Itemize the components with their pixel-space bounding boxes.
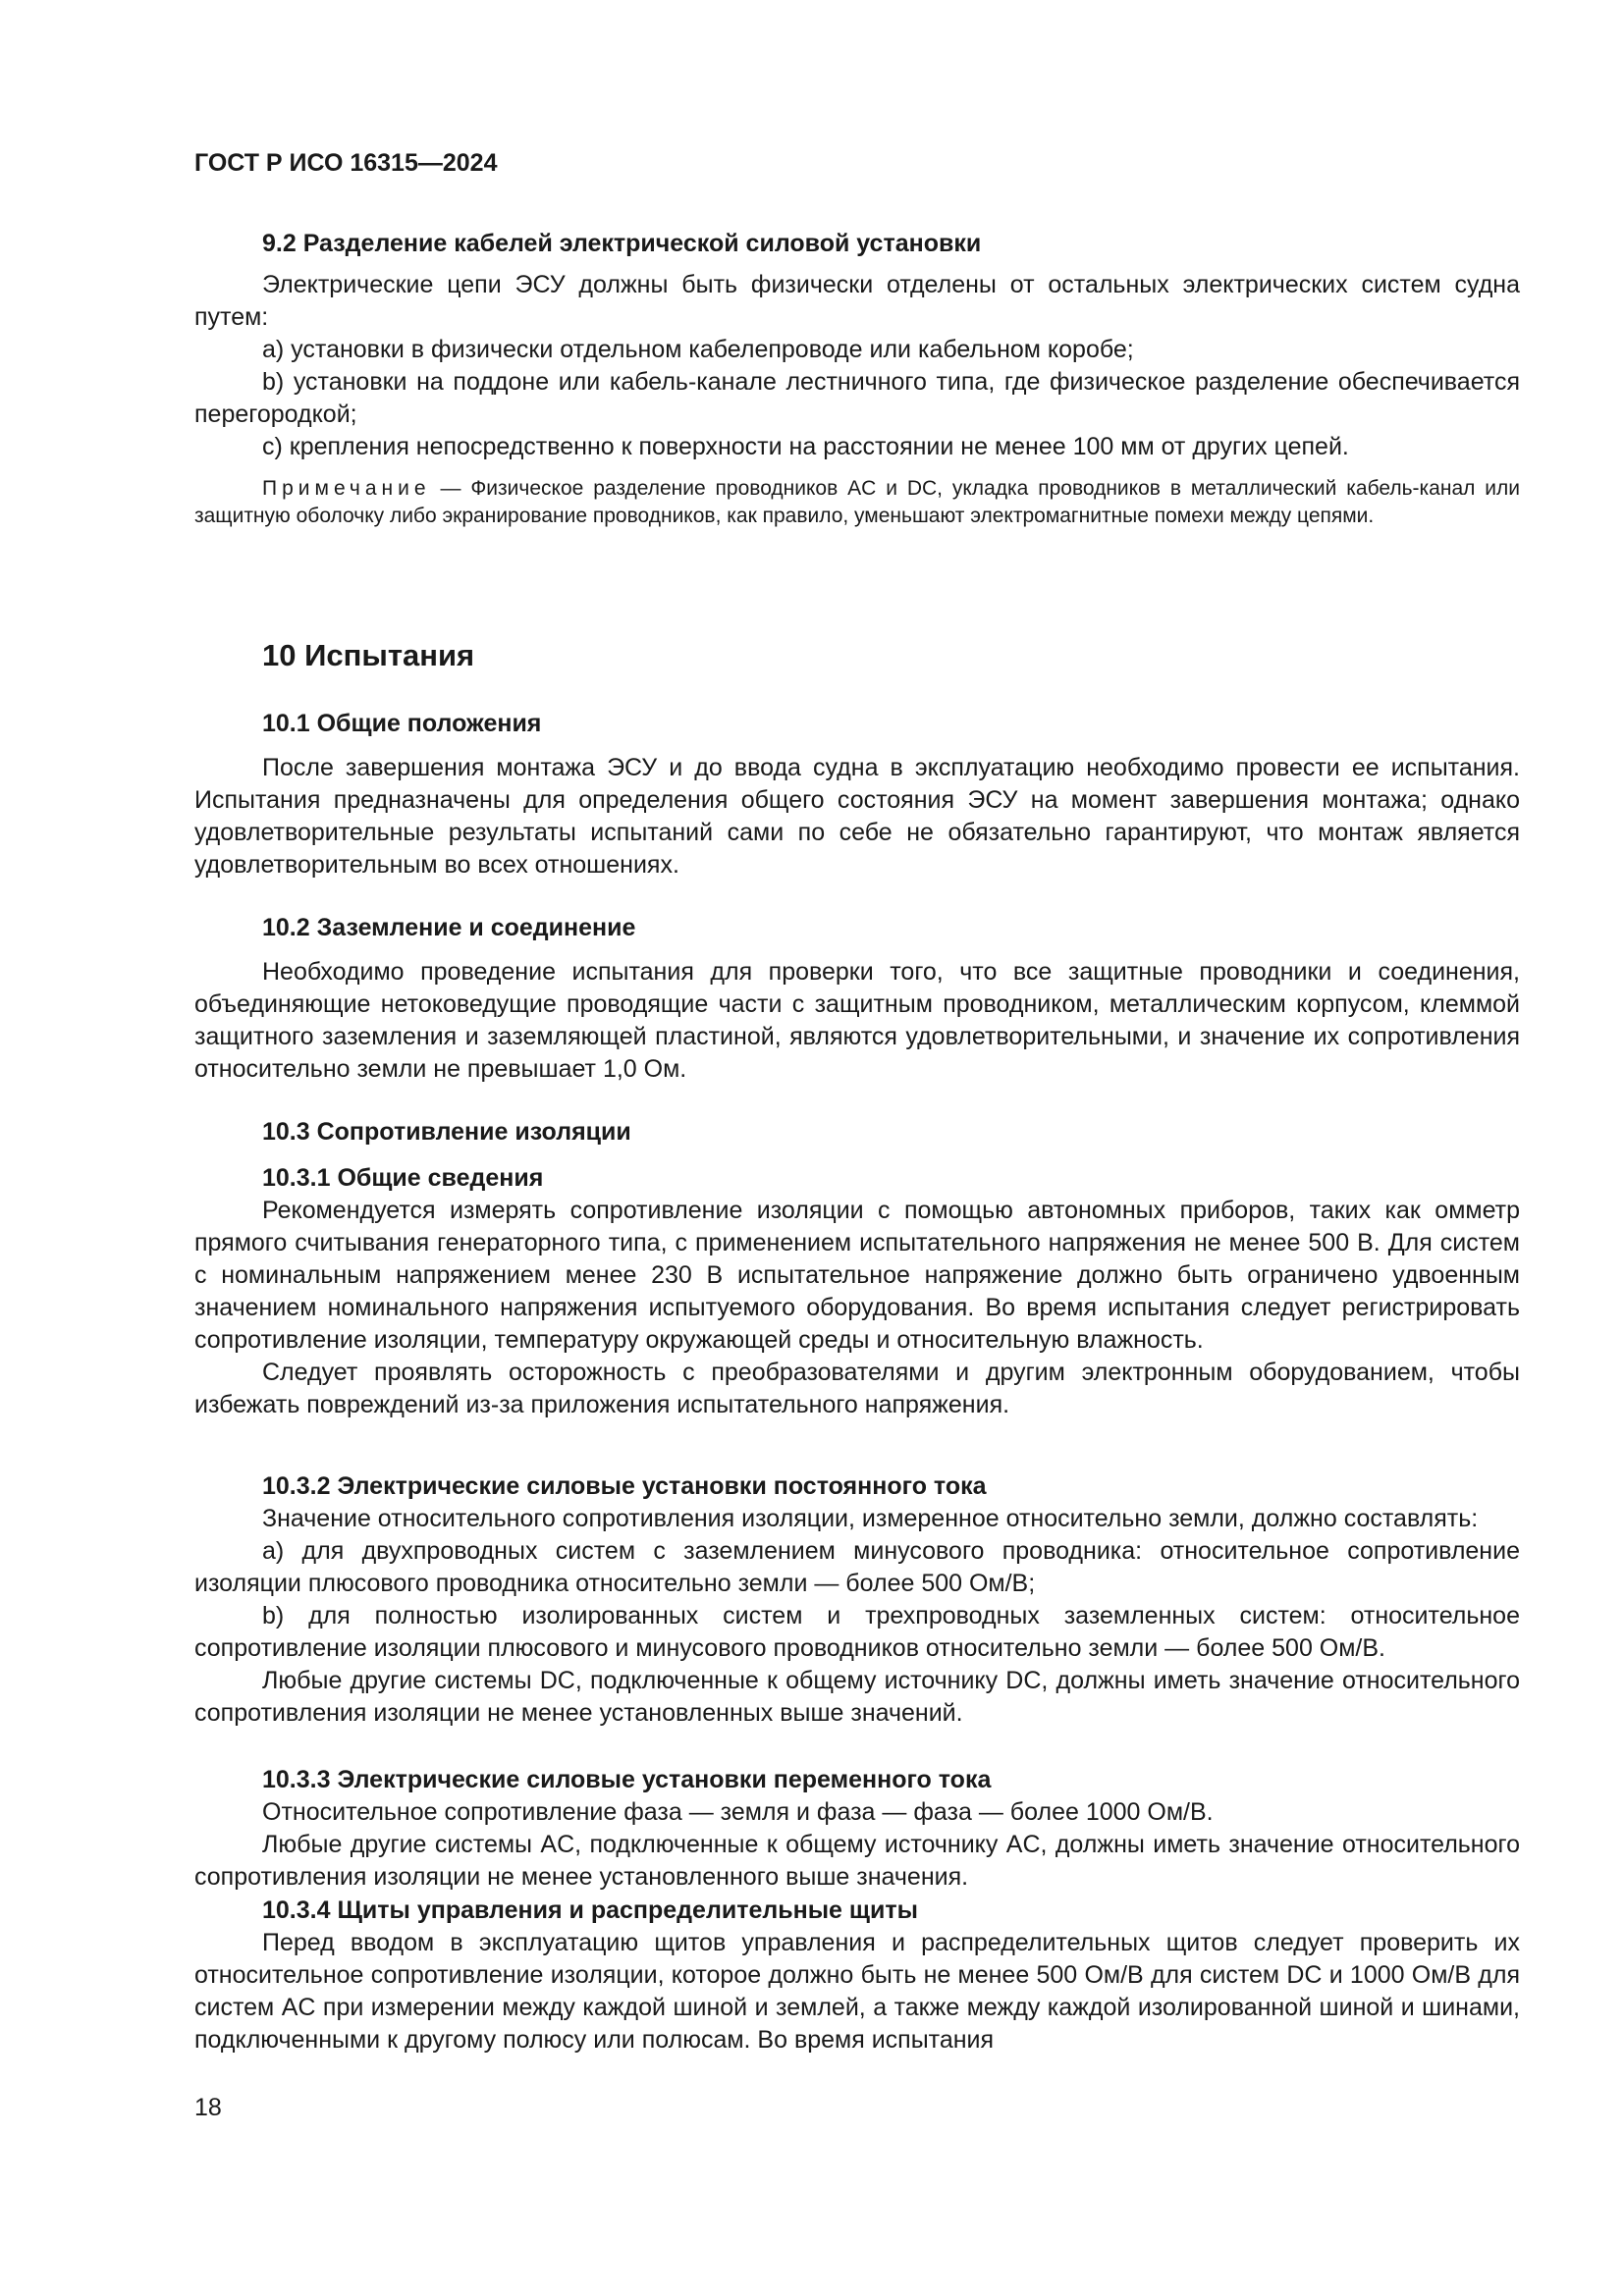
section-10-3-1-p2: Следует проявлять осторожность с преобразователями и другим электронным оборудованием, чтобы избежать повреждений из-за приложения испытательного напряжения. bbox=[194, 1359, 1520, 1418]
section-10-title: 10 Испытания bbox=[262, 638, 475, 672]
section-10-3-1-p1: Рекомендуется измерять сопротивление изоляции с помощью автономных приборов, таких как омметр прямого считывания генераторного типа, с применением испытательного напряжения не менее 500 В. Для систем с номинальным напряжением менее 230 В испытательное напряжение должно быть ограничено удвоенным значением номинального напряжения испытуемого оборудования. Во время испытания следует регистрировать сопротивление изоляции, температуру окружающей среды и относительную влажность. bbox=[194, 1197, 1520, 1354]
section-10-3-title: 10.3 Сопротивление изоляции bbox=[262, 1118, 631, 1146]
section-10-3-2-text: Любые другие системы DC, подключенные к общему источнику DC, должны иметь значение относительного сопротивления изоляции не менее установленных выше значений. bbox=[194, 1667, 1520, 1727]
section-10-2-title: 10.2 Заземление и соединение bbox=[262, 914, 636, 941]
section-10-3-2-title: 10.3.2 Электрические силовые установки постоянного тока bbox=[262, 1472, 987, 1500]
section-9-2-item-b: b) установки на поддоне или кабель-канале лестничного типа, где физическое разделение обеспечивается перегородкой; bbox=[194, 368, 1520, 428]
section-10-2 bbox=[194, 912, 1520, 1086]
section-10-3-1 bbox=[194, 1162, 1520, 1421]
section-9-2-intro: Электрические цепи ЭСУ должны быть физически отделены от остальных электрических систем судна путем: bbox=[194, 271, 1520, 331]
section-10-1-text: После завершения монтажа ЭСУ и до ввода судна в эксплуатацию необходимо провести ее испытания. Испытания предназначены для определения общего состояния ЭСУ на момент завершения монтажа; однако удовлетворительные результаты испытаний сами по себе не обязательно гарантируют, что монтаж является удовлетворительным во всех отношениях. bbox=[194, 754, 1520, 879]
section-10-3-4 bbox=[194, 1895, 1520, 2056]
section-10-3-3 bbox=[194, 1764, 1520, 1894]
section-10 bbox=[194, 636, 1520, 675]
section-10-3-2 bbox=[194, 1470, 1520, 1730]
section-9-2-item-c: c) крепления непосредственно к поверхности на расстоянии не менее 100 мм от других цепей. bbox=[262, 433, 1349, 460]
section-9-2-item-a: a) установки в физически отдельном кабелепроводе или кабельном коробе; bbox=[262, 336, 1134, 363]
page-number: 18 bbox=[194, 2094, 222, 2121]
section-10-3-4-text: Перед вводом в эксплуатацию щитов управления и распределительных щитов следует проверить их относительное сопротивление изоляции, которое должно быть не менее 500 Ом/В для систем DC и 1000 Ом/В для систем AC при измерении между каждой шиной и землей, а также между каждой изолированной шиной и шинами, подключенными к другому полюсу или полюсам. Во время испытания bbox=[194, 1929, 1520, 2054]
section-10-3-2-item-b: b) для полностью изолированных систем и трехпроводных заземленных систем: относительное сопротивление изоляции плюсового и минусового проводников относительно земли — более 500 Ом/В. bbox=[194, 1602, 1520, 1662]
section-10-3-3-p2: Любые другие системы AC, подключенные к общему источнику AC, должны иметь значение относительного сопротивления изоляции не менее установленного выше значения. bbox=[194, 1831, 1520, 1891]
section-10-1 bbox=[194, 708, 1520, 881]
section-10-3-4-title: 10.3.4 Щиты управления и распределительные щиты bbox=[262, 1896, 918, 1924]
section-9-2-title: 9.2 Разделение кабелей электрической силовой установки bbox=[262, 230, 982, 257]
section-10-3-2-intro: Значение относительного сопротивления изоляции, измеренное относительно земли, должно составлять: bbox=[262, 1505, 1479, 1532]
note-label: Примечание bbox=[262, 477, 431, 500]
section-10-3 bbox=[194, 1116, 1520, 1148]
section-9-2-note bbox=[194, 475, 1520, 530]
document-header: ГОСТ Р ИСО 16315—2024 bbox=[194, 149, 498, 177]
section-10-3-3-p1: Относительное сопротивление фаза — земля и фаза — фаза — более 1000 Ом/В. bbox=[262, 1798, 1214, 1826]
section-10-1-title: 10.1 Общие положения bbox=[262, 710, 542, 737]
note-text: — Физическое разделение проводников AC и DC, укладка проводников в металлический кабель-канал или защитную оболочку либо экранирование проводников, как правило, уменьшают электромагнитные помехи между цепями. bbox=[194, 477, 1520, 527]
section-10-2-text: Необходимо проведение испытания для проверки того, что все защитные проводники и соединения, объединяющие нетоковедущие проводящие части с защитным проводником, металлическим корпусом, клеммой защитного заземления и заземляющей пластиной, являются удовлетворительными, и значение их сопротивления относительно земли не превышает 1,0 Ом. bbox=[194, 958, 1520, 1083]
section-10-3-2-item-a: a) для двухпроводных систем с заземлением минусового проводника: относительное сопротивление изоляции плюсового проводника относительно земли — более 500 Ом/В; bbox=[194, 1537, 1520, 1597]
section-9-2 bbox=[194, 228, 1520, 530]
section-10-3-3-title: 10.3.3 Электрические силовые установки переменного тока bbox=[262, 1766, 992, 1793]
section-10-3-1-title: 10.3.1 Общие сведения bbox=[262, 1164, 544, 1192]
